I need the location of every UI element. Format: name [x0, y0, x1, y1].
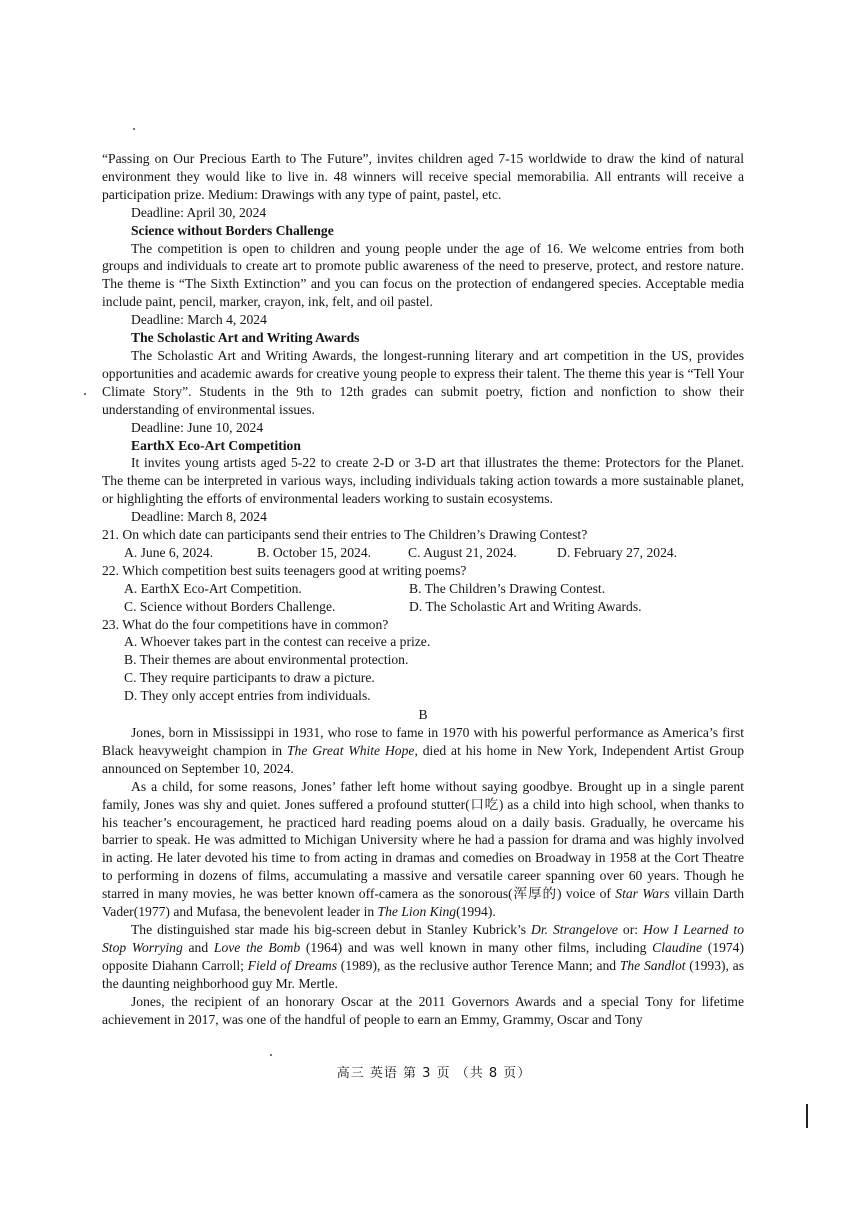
scan-speck — [84, 393, 86, 395]
competition-title: The Scholastic Art and Writing Awards — [131, 330, 360, 346]
option-c: C. Science without Borders Challenge. — [124, 598, 336, 614]
passage-b-paragraph-1: Jones, born in Mississippi in 1931, who rose to fame in 1970 with his powerful performance as America’s first Black heavyweight champion in The Great White Hope, died at his home in New York, Independent Artist Group announced on September 10, 2024. — [102, 725, 744, 776]
passage-a-intro: “Passing on Our Precious Earth to The Future”, invites children aged 7-15 worldwide to draw the kind of natural environment they would like to live in. 48 winners will receive special memorabilia. All entrants will receive a participation prize. Medium: Drawings with any type of paint, pastel, etc. — [102, 151, 744, 202]
page-footer: 高三 英语 第 3 页 （共 8 页） — [336, 1066, 532, 1081]
film-title: Star Wars — [615, 886, 670, 902]
competition-deadline: Deadline: March 8, 2024 — [131, 509, 267, 525]
question-21-options — [102, 544, 744, 562]
intro-deadline: Deadline: April 30, 2024 — [131, 204, 267, 220]
competition-body: The Scholastic Art and Writing Awards, the longest-running literary and art competition in the US, provides opportunities and academic awards for creative young people to express their talent. The theme this year is “Tell Your Climate Story”. Students in the 9th to 12th grades can submit poetry, fiction and nonfiction to show their understanding of environmental issues. — [102, 347, 744, 417]
competition-body: It invites young artists aged 5-22 to create 2-D or 3-D art that illustrates the theme: Protectors for the Planet. The theme can be interpreted in various ways, including individuals taking action towards a more sustainable planet, or highlighting the efforts of environmental leaders working to sustain ecosystems. — [102, 455, 744, 507]
option-c: C. August 21, 2024. — [408, 544, 517, 560]
option-c: C. They require participants to draw a picture. — [124, 670, 375, 686]
film-title: Field of Dreams — [247, 957, 337, 973]
scan-speck — [133, 128, 135, 130]
section-b-label: B — [418, 707, 428, 723]
option-a: A. June 6, 2024. — [124, 544, 214, 560]
option-a: A. Whoever takes part in the contest can receive a prize. — [124, 634, 431, 650]
option-a: A. EarthX Eco-Art Competition. — [124, 580, 302, 596]
scan-speck — [270, 1054, 272, 1056]
option-d: D. The Scholastic Art and Writing Awards. — [409, 598, 642, 614]
film-title: The Lion King — [377, 904, 457, 920]
passage-b-paragraph-3: The distinguished star made his big-screen debut in Stanley Kubrick’s Dr. Strangelove or: How I Learned to Stop Worrying and Love the Bomb (1964) and was well known in many other films, including Claudine (1974) opposite Diahann Carroll; Field of Dreams (1989), as the reclusive author Terence Mann; and The Sandlot (1993), as the daunting neighborhood guy Mr. Mertle. — [102, 921, 745, 991]
competition-deadline: Deadline: June 10, 2024 — [131, 419, 264, 435]
exam-page-content — [102, 150, 744, 1028]
question-23-stem: 23. What do the four competitions have in common? — [102, 616, 389, 632]
competition-body: The competition is open to children and young people under the age of 16. We welcome entries from both groups and individuals to create art to promote public awareness of the need to preserve, protect, and restore nature. The theme is “The Sixth Extinction” and you can focus on the protection of endangered species. Acceptable media include paint, pencil, marker, crayon, ink, felt, and oil pastel. — [102, 240, 744, 310]
passage-b-paragraph-4: Jones, the recipient of an honorary Oscar at the 2011 Governors Awards and a special Tony for lifetime achievement in 2017, was one of the handful of people to earn an Emmy, Grammy, Oscar and Tony — [102, 993, 744, 1027]
film-title: How I Learned to Stop Worrying — [102, 921, 744, 955]
film-title: The Sandlot — [619, 957, 686, 973]
option-b: B. Their themes are about environmental protection. — [124, 652, 409, 668]
scan-edge-mark — [806, 1104, 808, 1128]
competition-title: Science without Borders Challenge — [131, 222, 334, 238]
question-22-options-row-2 — [102, 598, 744, 616]
option-d: D. They only accept entries from individuals. — [124, 688, 371, 704]
competition-deadline: Deadline: March 4, 2024 — [131, 312, 267, 328]
option-b: B. October 15, 2024. — [257, 544, 372, 560]
film-title: Love the Bomb — [213, 939, 301, 955]
passage-b-paragraph-2: As a child, for some reasons, Jones’ father left home without saying goodbye. Brought up in a single parent family, Jones was shy and quiet. Jones suffered a profound stutter(口吃) as a child into high school, when thanks to his teacher’s encouragement, he practiced hard reading poems aloud on a daily basis. Gradually, he overcame his barrier to speak. He was admitted to Michigan University where he had a passion for drama and was highly involved in acting. He later devoted his time to from acting in dramas and comedies on Broadway in 1958 at the Cort Theatre to performing in dozens of films, accumulating a massive and versatile career spanning over 60 years. Though he starred in many movies, he was better known off-camera as the sonorous(浑厚的) voice of Star Wars villain Darth Vader(1977) and Mufasa, the benevolent leader in The Lion King(1994). — [102, 778, 744, 920]
question-22-stem: 22. Which competition best suits teenagers good at writing poems? — [102, 562, 467, 578]
question-21-stem: 21. On which date can participants send their entries to The Children’s Drawing Contest? — [102, 527, 588, 543]
question-22-options-row-1 — [102, 580, 744, 598]
competition-title: EarthX Eco-Art Competition — [131, 437, 301, 453]
option-b: B. The Children’s Drawing Contest. — [409, 580, 606, 596]
film-title: Claudine — [652, 939, 703, 955]
film-title: Dr. Strangelove — [531, 921, 618, 937]
film-title: The Great White Hope — [286, 742, 415, 758]
option-d: D. February 27, 2024. — [557, 544, 678, 560]
